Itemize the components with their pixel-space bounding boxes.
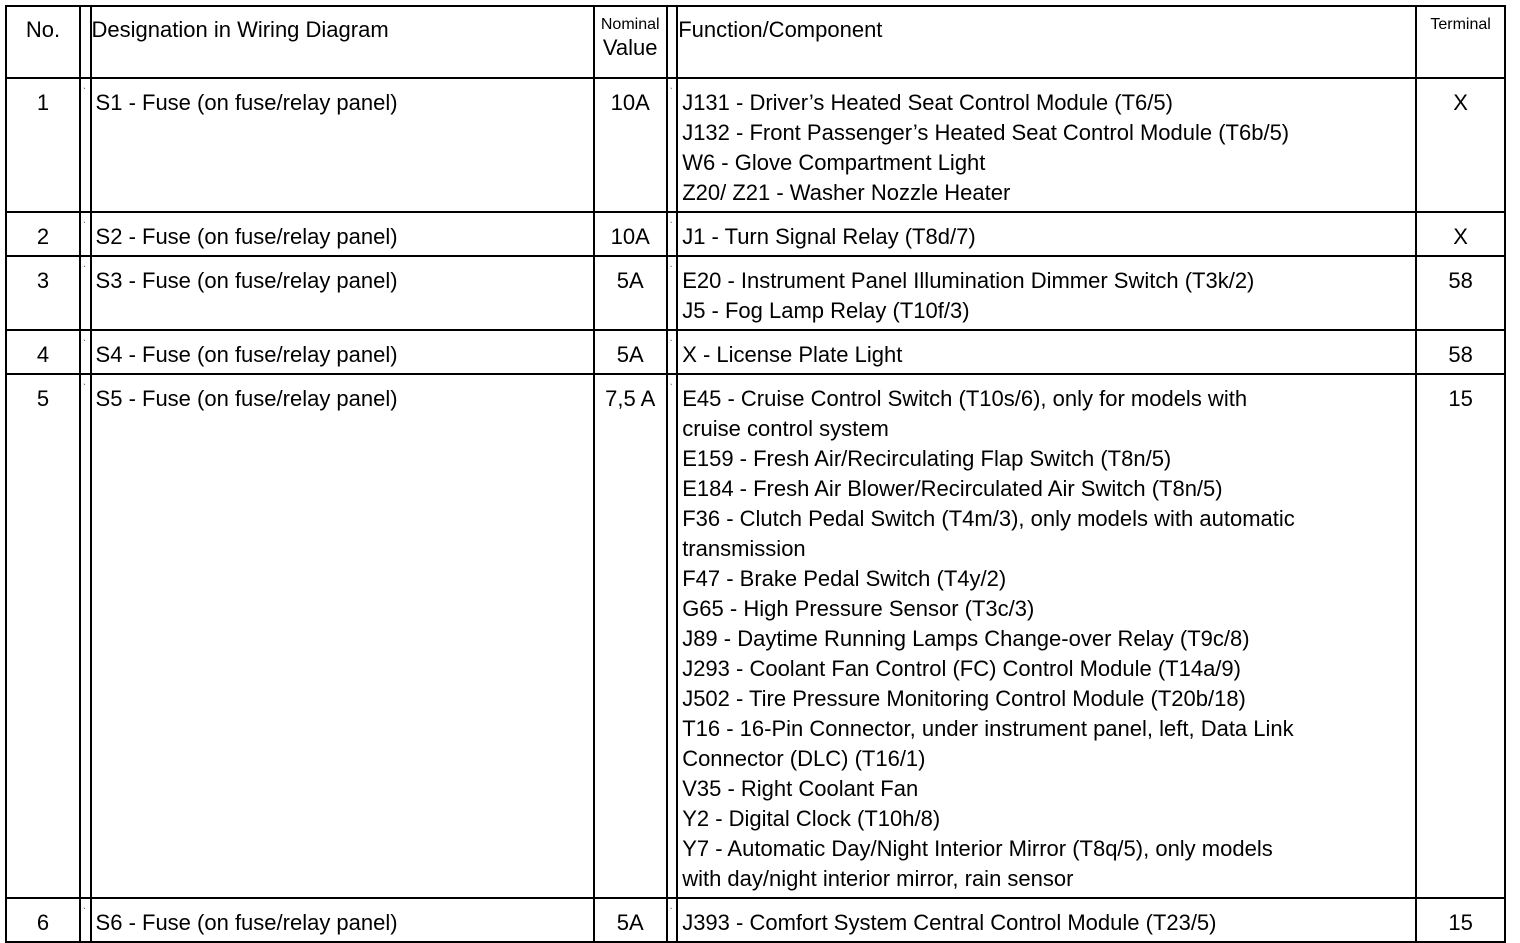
row-terminal: 15 <box>1416 374 1505 898</box>
table-row <box>6 330 1505 374</box>
header-row <box>6 6 1505 78</box>
function-line: W6 - Glove Compartment Light <box>682 150 986 175</box>
function-line: J89 - Daytime Running Lamps Change-over Relay (T9c/8) <box>682 626 1250 651</box>
table-row <box>6 374 1505 898</box>
row-gap-cell <box>80 374 90 898</box>
table-row <box>6 78 1505 212</box>
row-functions <box>677 898 1416 942</box>
fuse-assignment-table <box>5 5 1506 943</box>
table-row <box>6 212 1505 256</box>
row-designation: S6 - Fuse (on fuse/relay panel) <box>91 898 594 942</box>
tick-mark: ˋ <box>669 907 673 916</box>
row-terminal: 58 <box>1416 256 1505 330</box>
tick-mark: ˋ <box>669 221 673 230</box>
table-body <box>6 78 1505 942</box>
row-nominal-value: 5A <box>594 330 667 374</box>
tick-mark: ˋ <box>83 339 86 348</box>
tick-mark: ˋ <box>83 907 86 916</box>
header-nominal-value <box>594 6 667 78</box>
row-functions <box>677 78 1416 212</box>
function-line: F36 - Clutch Pedal Switch (T4m/3), only models with automatic <box>682 506 1295 531</box>
row-functions <box>677 212 1416 256</box>
row-nominal-value: 5A <box>594 256 667 330</box>
tick-mark: ˋ <box>83 265 86 274</box>
function-line: Y2 - Digital Clock (T10h/8) <box>682 806 941 831</box>
row-terminal: 58 <box>1416 330 1505 374</box>
row-number: 2 <box>6 212 80 256</box>
header-gap <box>80 6 90 78</box>
row-nominal-value: 5A <box>594 898 667 942</box>
header-gap-2 <box>667 6 677 78</box>
function-line: E45 - Cruise Control Switch (T10s/6), only for models with <box>682 386 1248 411</box>
tick-mark: ˋ <box>669 383 673 392</box>
row-gap-cell-2 <box>667 78 677 212</box>
function-line: E159 - Fresh Air/Recirculating Flap Switch (T8n/5) <box>682 446 1172 471</box>
row-gap-cell <box>80 330 90 374</box>
function-line: J1 - Turn Signal Relay (T8d/7) <box>682 224 976 249</box>
header-no: No. <box>6 6 80 78</box>
row-number: 6 <box>6 898 80 942</box>
tick-mark: ˋ <box>669 265 673 274</box>
row-number: 3 <box>6 256 80 330</box>
function-line: cruise control system <box>682 416 889 441</box>
tick-mark: ˋ <box>669 87 673 96</box>
tick-mark: ˋ <box>669 339 673 348</box>
row-gap-cell-2 <box>667 256 677 330</box>
row-designation: S1 - Fuse (on fuse/relay panel) <box>91 78 594 212</box>
row-gap-cell-2 <box>667 374 677 898</box>
row-terminal: X <box>1416 212 1505 256</box>
header-value-label: Value <box>602 35 658 60</box>
row-number: 4 <box>6 330 80 374</box>
function-line: Connector (DLC) (T16/1) <box>682 746 926 771</box>
function-line: transmission <box>682 536 806 561</box>
header-function: Function/Component <box>677 6 1416 78</box>
function-line: J293 - Coolant Fan Control (FC) Control Module (T14a/9) <box>682 656 1241 681</box>
function-line: E20 - Instrument Panel Illumination Dimmer Switch (T3k/2) <box>682 268 1255 293</box>
row-functions <box>677 256 1416 330</box>
tick-mark: ˋ <box>83 87 86 96</box>
header-terminal: Terminal <box>1416 6 1505 78</box>
row-designation: S5 - Fuse (on fuse/relay panel) <box>91 374 594 898</box>
row-functions <box>677 330 1416 374</box>
row-nominal-value: 10A <box>594 212 667 256</box>
header-nominal-label: Nominal <box>600 16 660 33</box>
function-line: with day/night interior mirror, rain sensor <box>682 866 1074 891</box>
row-terminal: 15 <box>1416 898 1505 942</box>
function-line: J393 - Comfort System Central Control Module (T23/5) <box>682 910 1217 935</box>
header-designation: Designation in Wiring Diagram <box>91 6 594 78</box>
row-terminal: X <box>1416 78 1505 212</box>
row-gap-cell-2 <box>667 898 677 942</box>
function-line: J131 - Driver’s Heated Seat Control Module (T6/5) <box>682 90 1173 115</box>
row-designation: S3 - Fuse (on fuse/relay panel) <box>91 256 594 330</box>
row-gap-cell <box>80 78 90 212</box>
row-gap-cell <box>80 256 90 330</box>
row-number: 5 <box>6 374 80 898</box>
row-designation: S4 - Fuse (on fuse/relay panel) <box>91 330 594 374</box>
table-row <box>6 898 1505 942</box>
row-nominal-value: 10A <box>594 78 667 212</box>
function-line: J132 - Front Passenger’s Heated Seat Control Module (T6b/5) <box>682 120 1290 145</box>
function-line: J502 - Tire Pressure Monitoring Control Module (T20b/18) <box>682 686 1246 711</box>
function-line: T16 - 16-Pin Connector, under instrument panel, left, Data Link <box>682 716 1294 741</box>
row-gap-cell-2 <box>667 330 677 374</box>
function-line: J5 - Fog Lamp Relay (T10f/3) <box>682 298 970 323</box>
function-line: V35 - Right Coolant Fan <box>682 776 919 801</box>
row-gap-cell <box>80 898 90 942</box>
row-functions <box>677 374 1416 898</box>
function-line: X - License Plate Light <box>682 342 903 367</box>
function-line: Z20/ Z21 - Washer Nozzle Heater <box>682 180 1011 205</box>
row-number: 1 <box>6 78 80 212</box>
table-row <box>6 256 1505 330</box>
function-line: E184 - Fresh Air Blower/Recirculated Air Switch (T8n/5) <box>682 476 1223 501</box>
function-line: F47 - Brake Pedal Switch (T4y/2) <box>682 566 1007 591</box>
tick-mark: ˋ <box>83 383 86 392</box>
function-line: Y7 - Automatic Day/Night Interior Mirror (T8q/5), only models <box>682 836 1273 861</box>
tick-mark: ˋ <box>83 221 86 230</box>
row-gap-cell <box>80 212 90 256</box>
row-designation: S2 - Fuse (on fuse/relay panel) <box>91 212 594 256</box>
row-nominal-value: 7,5 A <box>594 374 667 898</box>
row-gap-cell-2 <box>667 212 677 256</box>
function-line: G65 - High Pressure Sensor (T3c/3) <box>682 596 1035 621</box>
